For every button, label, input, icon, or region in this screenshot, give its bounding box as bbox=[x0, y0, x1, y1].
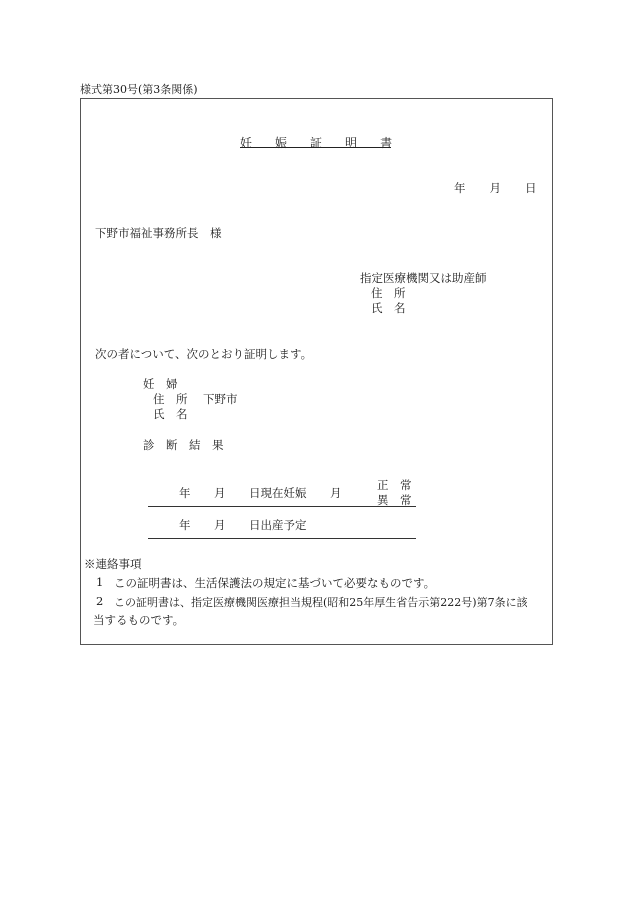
diag-row2-underline bbox=[148, 538, 416, 539]
notes-heading: ※連絡事項 bbox=[84, 557, 142, 571]
subject-address-value: 下野市 bbox=[203, 392, 238, 406]
title-underline bbox=[240, 147, 391, 148]
note-1-text: この証明書は、生活保護法の規定に基づいて必要なものです。 bbox=[114, 576, 436, 590]
status-normal: 正 常 bbox=[377, 478, 412, 492]
note-2-number: 2 bbox=[96, 594, 104, 608]
date-year-label: 年 bbox=[454, 181, 466, 195]
addressee: 下野市福祉事務所長 様 bbox=[95, 226, 222, 240]
date-line bbox=[454, 180, 537, 196]
subject-address-label: 住 所 bbox=[153, 392, 188, 406]
title-char: 書 bbox=[380, 136, 393, 150]
issuer-heading: 指定医療機関又は助産師 bbox=[360, 271, 487, 285]
form-number-label: 様式第30号(第3条関係) bbox=[80, 83, 198, 96]
status-abnormal: 異 常 bbox=[377, 493, 412, 507]
diag-row2-month: 月 bbox=[214, 518, 226, 532]
title-char: 娠 bbox=[275, 136, 288, 150]
issuer-name-label: 氏 名 bbox=[371, 301, 406, 315]
subject-name-label: 氏 名 bbox=[153, 407, 188, 421]
subject-heading: 妊 婦 bbox=[143, 377, 178, 391]
issuer-address-label: 住 所 bbox=[371, 286, 406, 300]
note-1-number: 1 bbox=[96, 575, 104, 589]
diag-row1-month: 月 bbox=[214, 486, 226, 500]
date-day-label: 日 bbox=[525, 181, 537, 195]
diag-row2-year: 年 bbox=[179, 518, 191, 532]
title-char: 証 bbox=[310, 136, 323, 150]
diag-row1-underline bbox=[148, 506, 416, 507]
statement-text: 次の者について、次のとおり証明します。 bbox=[95, 347, 313, 361]
date-month-label: 月 bbox=[489, 181, 501, 195]
diagnosis-heading: 診 断 結 果 bbox=[143, 438, 224, 452]
diag-row2-due: 日出産予定 bbox=[249, 518, 307, 532]
diag-row1-year: 年 bbox=[179, 486, 191, 500]
certificate-title bbox=[240, 134, 392, 151]
note-2-continuation: 当するものです。 bbox=[93, 613, 185, 627]
diag-row1-pregnancy: 日現在妊娠 bbox=[249, 486, 307, 500]
diag-row1-months: 月 bbox=[330, 486, 342, 500]
note-2-text: この証明書は、指定医療機関医療担当規程(昭和25年厚生省告示第222号)第7条に該 bbox=[114, 596, 528, 609]
title-char: 妊 bbox=[240, 136, 253, 150]
title-char: 明 bbox=[345, 136, 358, 150]
